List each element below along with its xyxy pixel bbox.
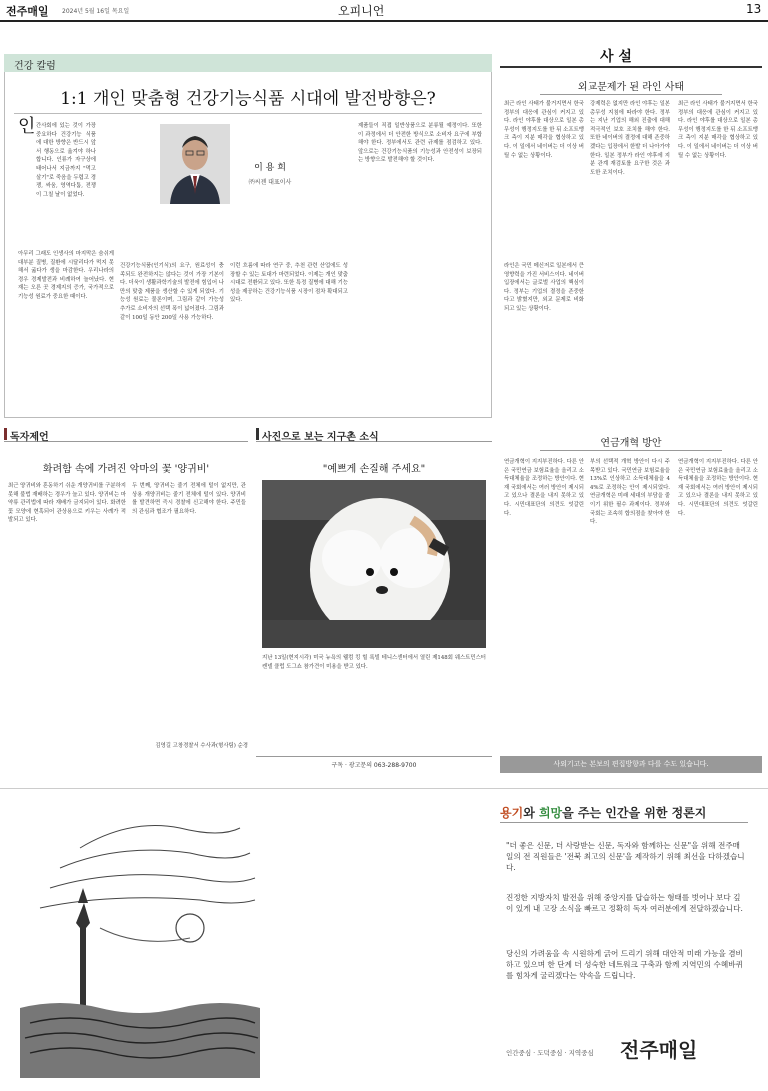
contact-rule: [256, 756, 492, 757]
masthead: [0, 0, 768, 20]
author-role: ㈜씨젠 대표이사: [248, 179, 292, 186]
photo-title: "예쁘게 손질해 주세요": [322, 464, 426, 475]
editorial-1-col1b: 라인은 국민 메신저로 일본에서 큰 영향력을 가진 서비스이다. 네이버 입장에서는 글로벌 사업의 핵심이다. 정부는 기업의 결정을 존중한다고 밝혔지만, 외교 문제로 비화되고 있는 상황이다.: [504, 263, 584, 312]
column-title: 1:1 개인 맞춤형 건강기능식품 시대에 발전방향은?: [60, 89, 436, 109]
section-title: 오피니언: [338, 4, 385, 18]
photo-section-label: 사진으로 보는 지구촌 소식: [262, 432, 379, 443]
ad-paragraph-2: 진정한 지방자치 발전을 위해 중앙지를 답습하는 형태를 벗어나 보다 깊이 있게 내 고장 소식을 빠르고 정확히 독자 여러분에게 전달하겠습니다.: [506, 893, 743, 913]
ad-headline-hope: 희망: [538, 806, 563, 820]
author-name: 이 용 희: [254, 163, 286, 173]
editorial-title-2: 연금개혁 방안: [600, 438, 662, 449]
author-portrait: [160, 124, 230, 204]
ad-headline: [500, 804, 706, 821]
editorial-1-col1: 최근 라인 사태가 불거지면서 한국 정부의 대응에 관심이 커지고 있다. 라인 야후를 대상으로 일본 총무성이 행정지도를 한 뒤 소프트뱅크 측이 지분 매각을 협상하고 있다. 이 일에서 네이버는 더 이상 버틸 수 없는 상황이다.: [504, 101, 584, 159]
page-number: 13: [746, 2, 762, 16]
editorial-1-col2: 강제력은 없지만 라인 야후는 일본 총무성 지침에 따라야 한다. 정부는 지난 기업의 해외 진출에 대해 적극적인 보호 조치를 해야 한다. 또한 네이버의 결정에 대해 존중하겠다는 입장에서 한발 더 나아가야 한다. 일본 정부가 라인 야후에 지분 관계 재검토를 요구한 것은 과도한 조치이다.: [590, 101, 670, 176]
reader-byline: 김영길 고창경찰서 수사과(형사팀) 순경: [155, 743, 248, 749]
editorial-2-col3: 연금개혁이 지지부진하다. 다른 안은 국민연금 보험료율을 올리고 소득대체율을 조정하는 방안이다. 현재 국회에서는 여러 방안이 제시되고 있으나 결론을 내지 못하고 있다. 시민대표단의 의견도 엇갈린다.: [678, 459, 758, 517]
ad-headline-rule: [500, 822, 748, 823]
ad-headline-rest: 을 주는 인간을 위한 정론지: [562, 806, 707, 820]
reader-text-col2: 두 번째, 양귀비는 줄기 전체에 털이 없지만, 관상용 개양귀비는 줄기 전체에 털이 있다. 양귀비를 발견하면 즉시 경찰에 신고해야 한다. 주민들의 관심과 협조가 필요하다.: [132, 483, 246, 515]
ad-paragraph-3: 당신의 가려움을 속 시원하게 긁어 드리기 위해 대안적 미래 가능을 겸비하고 있으며 한 단계 더 성숙한 네트워크 구축과 함께 지역민의 수혜바퀴를 힘차게 굴리겠다는 약속을 드립니다.: [506, 949, 743, 980]
editorial-title-1-rule: [540, 94, 722, 95]
editorial-title-1: 외교문제가 된 라인 사태: [577, 82, 685, 93]
column-text-col2: 건강기능식품(인기식)의 요구, 원료성이 충족되도 완전하지는 않다는 것이 가장 기본이다. 더욱이 생활과학기술의 발전에 힘입어 나만의 맞춤 제품을 생산할 수 있게 되었다. 기능성 원료는 물론이며, 그림과 같이 가능성 추가로 소비자의 선택 폭이 넓어졌다. 그림과 같이 100일 동안 200일 사용 가능하다.: [120, 263, 224, 321]
photo-section-header: [256, 428, 492, 442]
column-header: [4, 54, 492, 72]
column-text-col1: 간사회에 있는 것이 가장 중요하다 건강기능 식품에 대한 방향은 반드시 앞서 행동으로 옮겨야 하나 합니다. 인류가 자구상에 태어나서 지금까지 "먹고 살기"로 죽음을 두렵고 경쟁, 싸움, 영역다툼, 전쟁이 그칠 날이 없었다.: [36, 123, 96, 198]
editorial-title-2-rule: [540, 450, 722, 451]
issue-date: 2024년 5월 16일 목요일: [62, 8, 130, 15]
ad-paragraph-1: "더 좋은 신문, 더 사랑받는 신문, 독자와 함께하는 신문"을 위해 전주매일의 전 직원들은 '전북 최고의 신문'을 제작하기 위해 최선을 다하겠습니다.: [506, 841, 745, 872]
ad-headline-conj: 와: [523, 806, 539, 820]
column-label: 건강 칼럼: [14, 61, 56, 72]
ad-slogan: 인간중심 · 도덕중심 · 지역중심: [506, 1049, 594, 1057]
lighthouse-illustration: [20, 808, 260, 1078]
column-text-col1b: 아무리 그래도 인생사의 마지막은 숨쉬게 대부분 질병, 질환에 시달리다가 먹지 못해서 굶다가 생을 마감한다. 우리나라의 경우 경제발전과 비례하여 늘어났다. 현재는 오른 곳 경제지의 증가, 국가적으로 기능성 원료가 중요한 때이다.: [18, 251, 114, 300]
column-text-col3: 이런 흐름에 따라 연구 중, 추천 관련 산업에도 성장할 수 있는 토대가 마련되었다. 이제는 개인 맞춤 시대로 전환되고 있다. 또한 특정 질병에 대해 기능성을 제공하는 건강기능식품 시장이 점차 확대되고 있다.: [230, 263, 348, 304]
editorial-disclaimer: 사외기고는 본보의 편집방향과 다를 수도 있습니다.: [500, 756, 762, 773]
dog-grooming-photo: [262, 480, 486, 648]
editorial-header: [500, 46, 762, 66]
reader-text-col1: 최근 양귀비와 혼동하기 쉬운 개양귀비를 구분하지 못해 불법 재배하는 경우가 늘고 있다. 양귀비는 마약류 관리법에 따라 재배가 금지되어 있다. 화려한 꽃 모양에 현혹되어 관상용으로 키우는 사례가 적발되고 있다.: [8, 483, 126, 524]
editorial-1-col3: 최근 라인 사태가 불거지면서 한국 정부의 대응에 관심이 커지고 있다. 라인 야후를 대상으로 일본 총무성이 행정지도를 한 뒤 소프트뱅크 측이 지분 매각을 협상하고 있다. 이 일에서 네이버는 더 이상 버틸 수 없는 상황이다.: [678, 101, 758, 159]
photo-header-bar: [256, 428, 259, 440]
ad-headline-courage: 용기: [500, 806, 524, 820]
editorial-label: 사 설: [600, 49, 632, 65]
reader-header-bar: [4, 428, 7, 440]
editorial-rule: [500, 66, 762, 68]
paper-name: 전주매일: [6, 5, 49, 18]
column-title-rule: [14, 113, 482, 114]
subscription-contact: 구독 · 광고문의 063-288-9700: [331, 762, 417, 769]
photo-caption: 지난 13일(현지시각) 미국 뉴욕의 웰컴 킹 힐 록빌 테니스센터에서 열린 제148회 웨스트민스터 켄넬 클럽 도그쇼 참가견이 미용을 받고 있다.: [262, 655, 486, 670]
editorial-2-col2: 부의 선택적 개혁 방안이 다시 주목받고 있다. 국민연금 보험료율을 13%로 인상하고 소득대체율을 44%로 조정하는 안이 제시되었다. 연금개혁은 미래 세대의 부담을 줄이기 위한 필수 과제이다. 정부와 국회는 조속히 합의점을 찾아야 한다.: [590, 459, 670, 526]
column-dropcap: 인: [18, 116, 36, 137]
reader-section-header: [4, 428, 248, 442]
ad-logo-text: 전주매일: [620, 1038, 698, 1062]
reader-article-title: 화려함 속에 가려진 악마의 꽃 '양귀비': [42, 464, 210, 475]
reader-section-label: 독자제언: [10, 432, 49, 443]
column-text-col4: 제품들이 직접 일반상품으로 분류될 예정이다. 또한 이 과정에서 더 안전한 방식으로 소비자 요구에 부합해야 한다. 정부에서도 관련 규제를 점검하고 있다. 앞으로는 건강기능식품의 기능성과 안전성이 보장되는 방향으로 발전해야 할 것이다.: [358, 123, 482, 164]
editorial-2-col1: 연금개혁이 지지부진하다. 다른 안은 국민연금 보험료율을 올리고 소득대체율을 조정하는 방안이다. 현재 국회에서는 여러 방안이 제시되고 있으나 결론을 내지 못하고 있다. 시민대표단의 의견도 엇갈린다.: [504, 459, 584, 517]
top-rule: [0, 20, 768, 22]
